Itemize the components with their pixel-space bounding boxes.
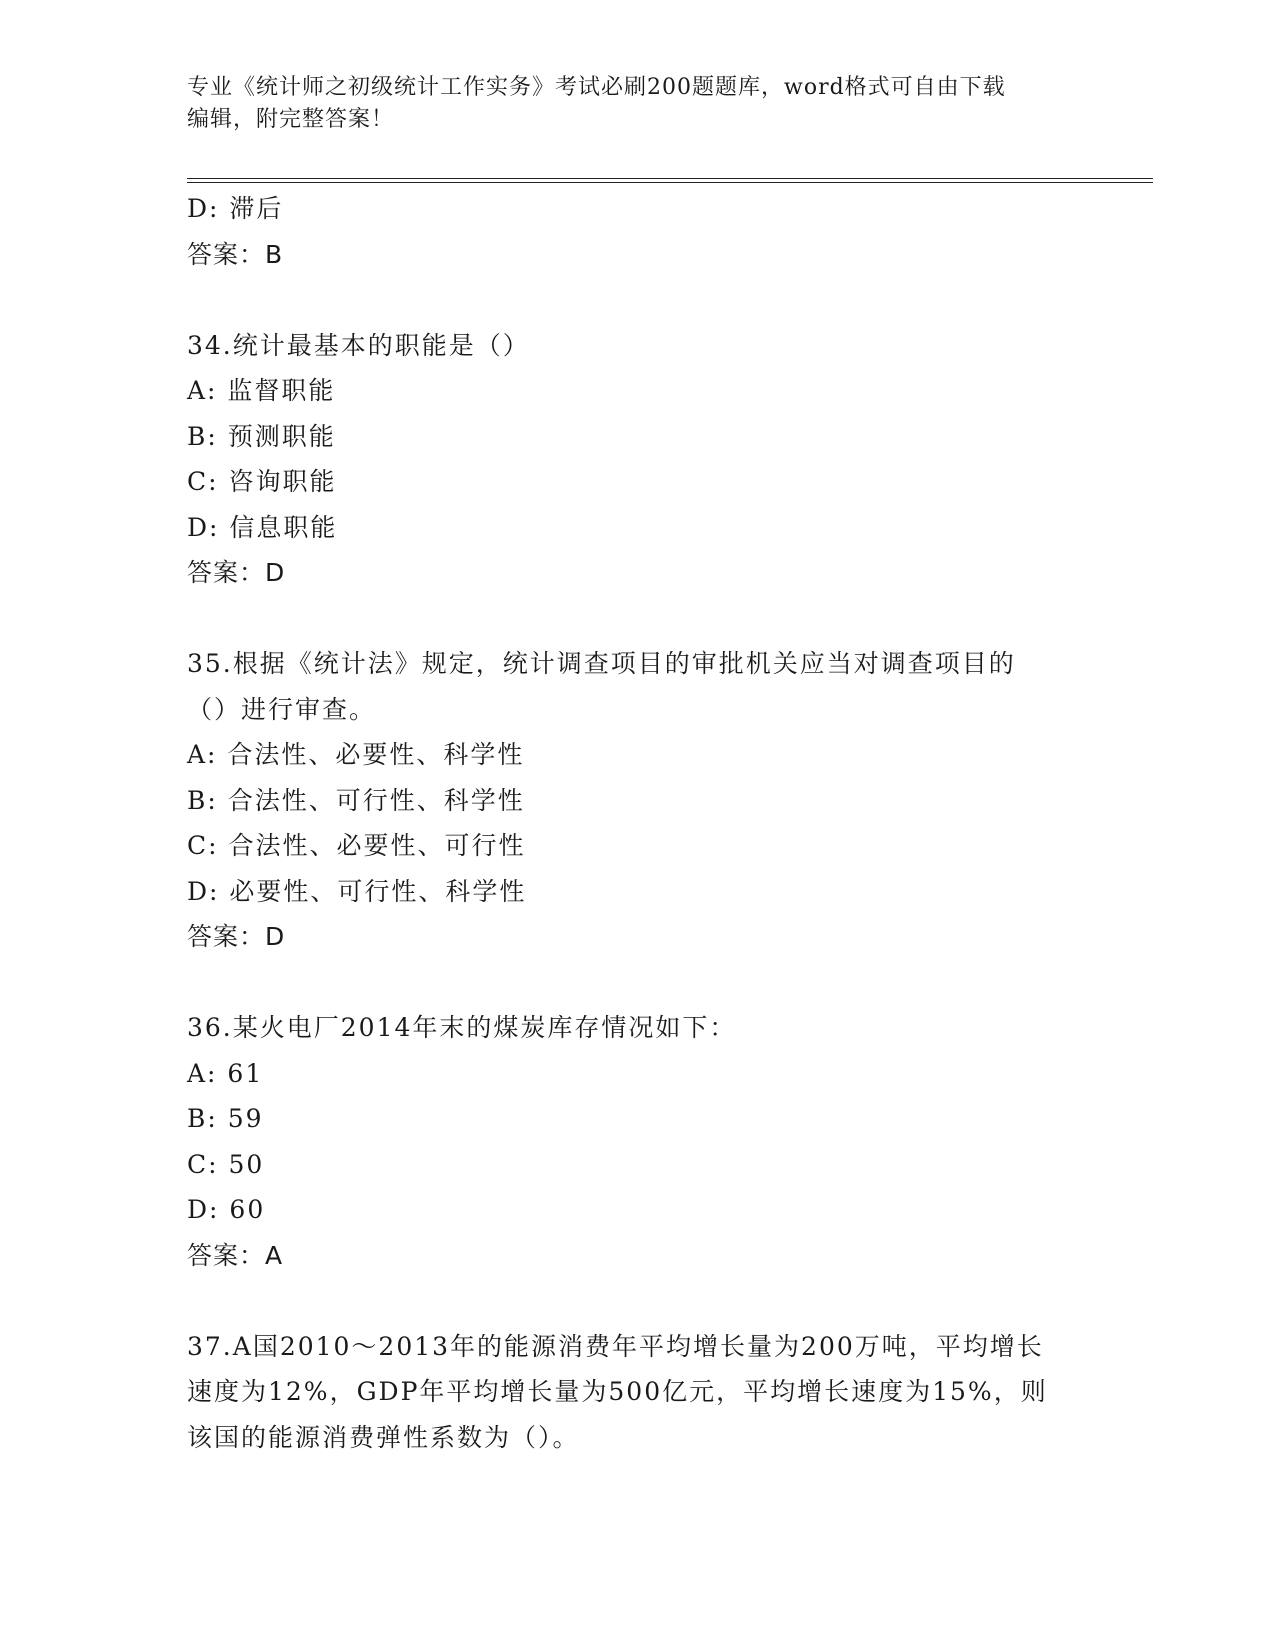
header-line-1: 专业《统计师之初级统计工作实务》考试必刷200题题库，word格式可自由下载: [187, 75, 1006, 100]
option-d: D: 必要性、可行性、科学性: [187, 876, 527, 906]
option-b: B: 合法性、可行性、科学性: [187, 785, 525, 815]
question-list: [187, 186, 1087, 1460]
option-d: D: 信息职能: [187, 512, 338, 542]
answer-line: 答案：D: [187, 922, 286, 951]
document-header: [187, 72, 1087, 136]
answer-line: 答案：B: [187, 239, 284, 269]
question-stem-line-1: 35.根据《统计法》规定，统计调查项目的审批机关应当对调查项目的: [187, 649, 1016, 678]
option-a: A: 61: [187, 1058, 264, 1088]
question-stem-line-1: 37.A国2010～2013年的能源消费年平均增长量为200万吨，平均增长: [187, 1331, 1044, 1361]
option-b: B: 预测职能: [187, 421, 336, 451]
question-35: [187, 641, 1087, 960]
question-stem-line-2: 速度为12%，GDP年平均增长量为500亿元，平均增长速度为15%，则: [187, 1377, 1048, 1406]
answer-line: 答案：A: [187, 1240, 284, 1270]
question-stem-line-3: 该国的能源消费弹性系数为（）。: [187, 1422, 580, 1452]
question-34: [187, 323, 1087, 596]
question-37: [187, 1324, 1087, 1461]
option-c: C: 50: [187, 1149, 265, 1179]
option-d: D: 60: [187, 1195, 266, 1224]
question-stem: 36.某火电厂2014年末的煤炭库存情况如下：: [187, 1013, 737, 1042]
header-line-2: 编辑，附完整答案！: [187, 107, 395, 132]
answer-line: 答案：D: [187, 558, 286, 587]
option-a: A: 监督职能: [187, 376, 336, 405]
option-d: D: 滞后: [187, 194, 284, 223]
option-a: A: 合法性、必要性、科学性: [187, 740, 525, 769]
option-c: C: 咨询职能: [187, 467, 337, 496]
question-stem-line-2: （）进行审查。: [187, 694, 377, 724]
option-c: C: 合法性、必要性、可行性: [187, 831, 526, 860]
option-b: B: 59: [187, 1104, 264, 1133]
question-stem: 34.统计最基本的职能是（）: [187, 330, 530, 360]
question-36: [187, 1005, 1087, 1278]
header-divider: [187, 178, 1153, 183]
